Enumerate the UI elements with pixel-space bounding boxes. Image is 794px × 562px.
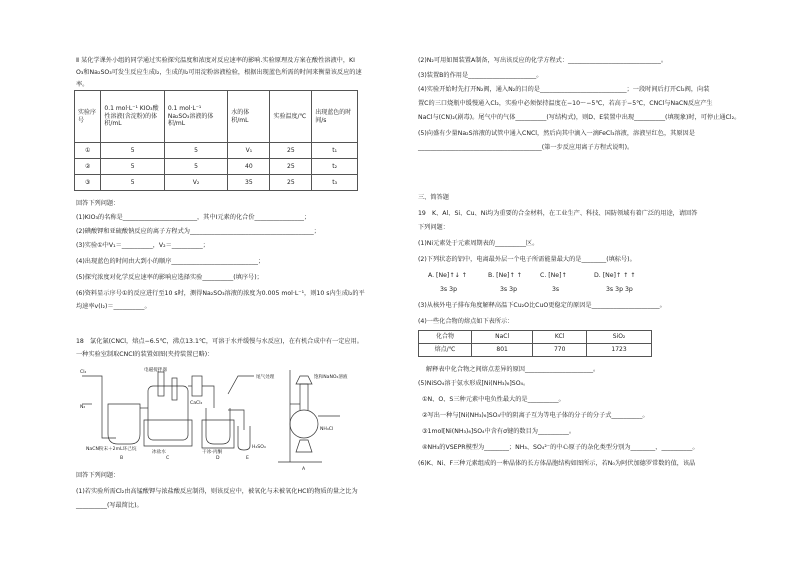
sub-4b: 解释表中化合物之间熔点差异的原因______________________。	[426, 366, 600, 373]
tail-gas-line	[228, 376, 254, 394]
question-19-line2: 下列问题：	[418, 224, 449, 231]
table-row	[75, 143, 358, 159]
table-cell: 5	[164, 159, 227, 175]
table-cell: 5	[101, 143, 164, 159]
cl2-inlet-tube	[82, 376, 102, 404]
option-d: D. [Ne]↑ ↑ ↑	[594, 272, 636, 279]
sub-6: (6)K、Ni、F三种元素组成的一种晶体的长方体晶胞结构如图所示，若N₀为阿伏加德罗常数的值，该晶	[418, 460, 696, 467]
experiment-table	[74, 90, 358, 191]
table-row	[75, 159, 358, 175]
q2-intro-line3: 率。	[76, 81, 89, 88]
table-cell: 25	[270, 159, 312, 175]
mp-value: 801	[472, 344, 533, 357]
table-cell: ①	[75, 143, 101, 159]
table-row	[419, 344, 652, 357]
label-stirrer: 电磁搅拌器	[144, 368, 167, 373]
question-18-line2: 一种实验室制取CNCl的装置如图(夹持装置已略)：	[76, 351, 214, 358]
sub-2: (2)下列状态的铝中，电离最外层一个电子所需能量最大的是________(填标号)。	[418, 256, 636, 263]
flask-c	[148, 386, 188, 440]
label-d: D	[216, 456, 220, 461]
mp-value: 770	[533, 344, 587, 357]
question-18-line1: 18 氯化氰(CNCl，熔点−6.5℃，沸点13.1℃，可溶于水并缓慢与水反应)，在有机合成中有一定应用。	[76, 338, 363, 345]
table-cell: V₁	[228, 143, 270, 159]
thermometer	[172, 378, 177, 400]
option-b: B. [Ne]↑ ↑	[488, 272, 522, 279]
r-question-4b: 置C的三口烧瓶中缓慢通入Cl₂，实验中必须保持温度在−10～−5℃，若高于−5℃，CNCl与NaCN反应产生	[418, 100, 713, 107]
label-nacn: NaCN粉末＋2mL环己烷	[86, 447, 137, 452]
mp-header: KCl	[533, 331, 587, 344]
table-cell: ③	[75, 175, 101, 191]
table-header: 实验序号	[75, 91, 101, 143]
table-cell: t₂	[312, 159, 358, 175]
table-header: 0.1 mol·L⁻¹ KIO₃酸性溶液(含淀粉)的体积/mL	[101, 91, 164, 143]
r-question-5a: (5)向盛有少量Na₂S溶液的试管中通入CNCl，然后向其中滴入一滴FeCl₃溶液，溶液呈红色，其原因是	[418, 130, 695, 137]
sub-5-3: ③1mol[Ni(NH₃)₆]SO₄中含有σ键的数目为__________。	[422, 428, 576, 435]
label-b: B	[120, 456, 124, 461]
label-tail: 尾气处理	[256, 375, 275, 380]
label-cacl2: CaCl₂	[190, 401, 203, 406]
label-nh4cl: NH₄Cl	[320, 427, 334, 432]
question-19-line1: 19 K、Al、Si、Cu、Ni均为重要的合金材料，在工业生产、科技、国防领域有着广泛的用途，请回答	[418, 210, 698, 217]
question-3: (3)实验①中V₁＝__________，V₂＝__________；	[76, 242, 209, 249]
question-2: (2)碘酸钾和亚硫酸钠反应的离子方程式为________________________________________；	[76, 228, 320, 235]
table-header: 水的体积/mL	[228, 91, 270, 143]
question-1: (1)KIO₃的名称是________________________，其中I元素的化合价________________；	[76, 214, 311, 221]
b-tube	[102, 404, 116, 438]
trap-d	[206, 408, 230, 444]
table-cell: ②	[75, 159, 101, 175]
part-1b: __________(写最简比)。	[76, 502, 143, 509]
table-cell: 5	[164, 143, 227, 159]
question-6b: 均速率v(I₂)＝__________。	[76, 303, 151, 310]
section-3-heading: 三、简答题	[418, 194, 449, 201]
label-cl2: Cl₂	[80, 370, 87, 375]
ice-bath	[144, 420, 192, 446]
sub-4: (4)一些化合物的熔点如下表所示：	[418, 318, 514, 325]
table-header: 0.1 mol·L⁻¹ Na₂SO₃溶液的体积/mL	[164, 91, 227, 143]
question-5: (5)探究浓度对化学反应速率的影响应选择实验__________(填序号)；	[76, 274, 263, 281]
orbital-c: 3s	[552, 286, 560, 293]
label-n2: N₂	[80, 405, 86, 410]
sub-5-1: ①N、O、S三种元素中电负性最大的是__________。	[422, 396, 565, 403]
table-cell: 5	[101, 175, 164, 191]
table-header: 出现蓝色的时间/s	[312, 91, 358, 143]
option-c: C. [Ne]↑	[540, 272, 567, 279]
c-to-d-tube	[202, 386, 214, 408]
sub-3: (3)从核外电子排布角度解释高温下Cu₂O比CuO更稳定的原因是______________________。	[418, 302, 666, 309]
label-icewater: 冰盐水	[152, 450, 166, 455]
table-cell: V₂	[164, 175, 227, 191]
stirrer-rod	[158, 372, 164, 396]
label-c: C	[166, 456, 170, 461]
r-question-4a: (4)实验开始时先打开N₂阀，通入N₂的目的是____________________________；一段时间后打开Cl₂阀，向装	[418, 86, 710, 93]
cacl2-tube	[192, 376, 202, 396]
r-question-5b: ________________________________________(第一步反应用离子方程式说明)。	[418, 144, 634, 151]
flask-a-neck	[300, 384, 308, 410]
q2-intro-line2: O₃和Na₂SO₃可发生反应生成I₂，生成的I₂可用淀粉溶液检验，根据出现蓝色所需的时间来衡量该反应的速	[76, 69, 362, 76]
table-cell: t₃	[312, 175, 358, 191]
label-dryice: 干冰-丙酮	[202, 450, 223, 455]
label-e: E	[246, 456, 249, 461]
mp-header: NaCl	[472, 331, 533, 344]
mp-header: 化合物	[419, 331, 472, 344]
orbital-b: 3s 3p	[500, 286, 517, 293]
sub-5-2: ②写出一种与[Ni(NH₃)₆]SO₄中的阴离子互为等电子体的分子的分子式__________。	[422, 412, 649, 419]
orbital-d: 3s 3p 3p	[606, 286, 633, 293]
table-cell: 35	[228, 175, 270, 191]
mp-value: 1723	[587, 344, 652, 357]
answer-intro-2: 回答下列问题：	[76, 472, 120, 479]
orbital-a: 3s 3p	[440, 286, 457, 293]
melting-point-table	[418, 330, 652, 357]
option-a: A. [Ne]↑↓ ↑	[428, 272, 467, 279]
table-cell: 25	[270, 175, 312, 191]
table-header: 实验温度/℃	[270, 91, 312, 143]
burner	[296, 440, 312, 452]
apparatus-figure	[78, 364, 358, 472]
label-nano2: 饱和NaNO₂溶液	[314, 375, 348, 380]
mp-header: SiO₂	[587, 331, 652, 344]
table-cell: 40	[228, 159, 270, 175]
r-question-3: (3)装置B的作用是______________________。	[418, 72, 543, 79]
question-4: (4)出现蓝色的时间由大到小的顺序____________________________；	[76, 258, 265, 265]
q2-intro-line1: Ⅱ 某化学课外小组的同学通过实验探究温度和浓度对反应速率的影响.实验原理及方案在酸性溶液中，KI	[76, 57, 355, 64]
sub-1: (1)Ni元素处于元素周期表的__________区。	[418, 240, 539, 247]
table-cell: 25	[270, 143, 312, 159]
label-a: A	[302, 467, 306, 472]
label-h2so4: H₂SO₄	[252, 445, 266, 450]
table-cell: t₁	[312, 143, 358, 159]
r-question-4c: NaCl与(CN)₂(剧毒)。尾气中的气体__________(写结构式)，则D、E装置中出现__________(填现象)时，可停止通Cl₂。	[418, 114, 741, 121]
dropping-funnel	[296, 376, 312, 384]
answer-intro: 回答下列问题：	[76, 200, 120, 207]
part-1a: (1)若实验所需Cl₂由高锰酸钾与浓盐酸反应制得，则该反应中，被氧化与未被氧化HCl的物质的量之比为	[76, 488, 358, 495]
sub-5-4: ④NH₃的VSEPR模型为________；NH₃、SO₄²⁻的中心原子的杂化类型分别为________、__________。	[422, 444, 699, 451]
sub-5: (5)NiSO₄溶于氨水形成[Ni(NH₃)₆]SO₄。	[418, 380, 530, 387]
table-row	[75, 175, 358, 191]
mp-row-label: 熔点/℃	[419, 344, 472, 357]
question-6a: (6)资料显示序号①的反应进行至10 s时，测得Na₂SO₃溶液的浓度为0.005 mol·L⁻¹，则10 s内生成I₂的平	[76, 290, 365, 297]
table-cell: 5	[101, 159, 164, 175]
flask-a	[290, 410, 318, 438]
r-question-2: (2)N₂可用如图装置A制备，写出该反应的化学方程式：______________________________。	[418, 57, 668, 64]
